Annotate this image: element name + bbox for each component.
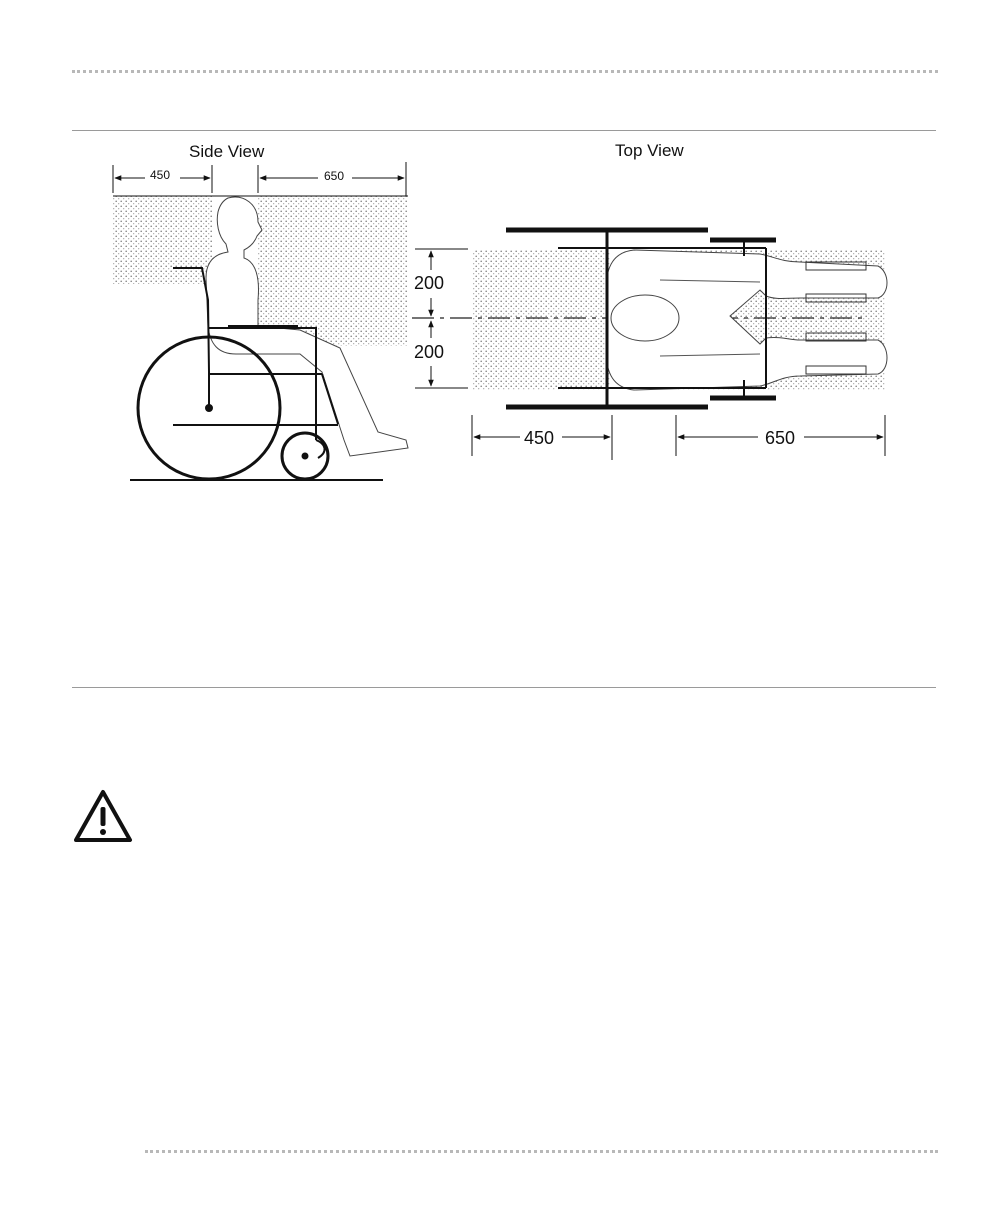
warning-triangle-icon	[72, 788, 134, 844]
side-front-clearance-zone	[258, 196, 408, 346]
side-rear-clearance-zone	[113, 196, 213, 284]
side-dim-rear-label: 450	[150, 168, 171, 182]
side-view-title: Side View	[189, 142, 265, 161]
top-dim-upper-label: 200	[414, 273, 445, 293]
top-view-title: Top View	[615, 141, 684, 160]
top-dim-rear-label: 450	[524, 428, 555, 448]
head-top	[611, 295, 679, 341]
top-view	[412, 230, 887, 460]
top-dim-front-label: 650	[765, 428, 796, 448]
top-dim-lower-label: 200	[414, 342, 445, 362]
side-view	[113, 162, 408, 480]
side-dim-front-label: 650	[324, 169, 345, 183]
top-rear-clearance-zone	[472, 250, 610, 390]
